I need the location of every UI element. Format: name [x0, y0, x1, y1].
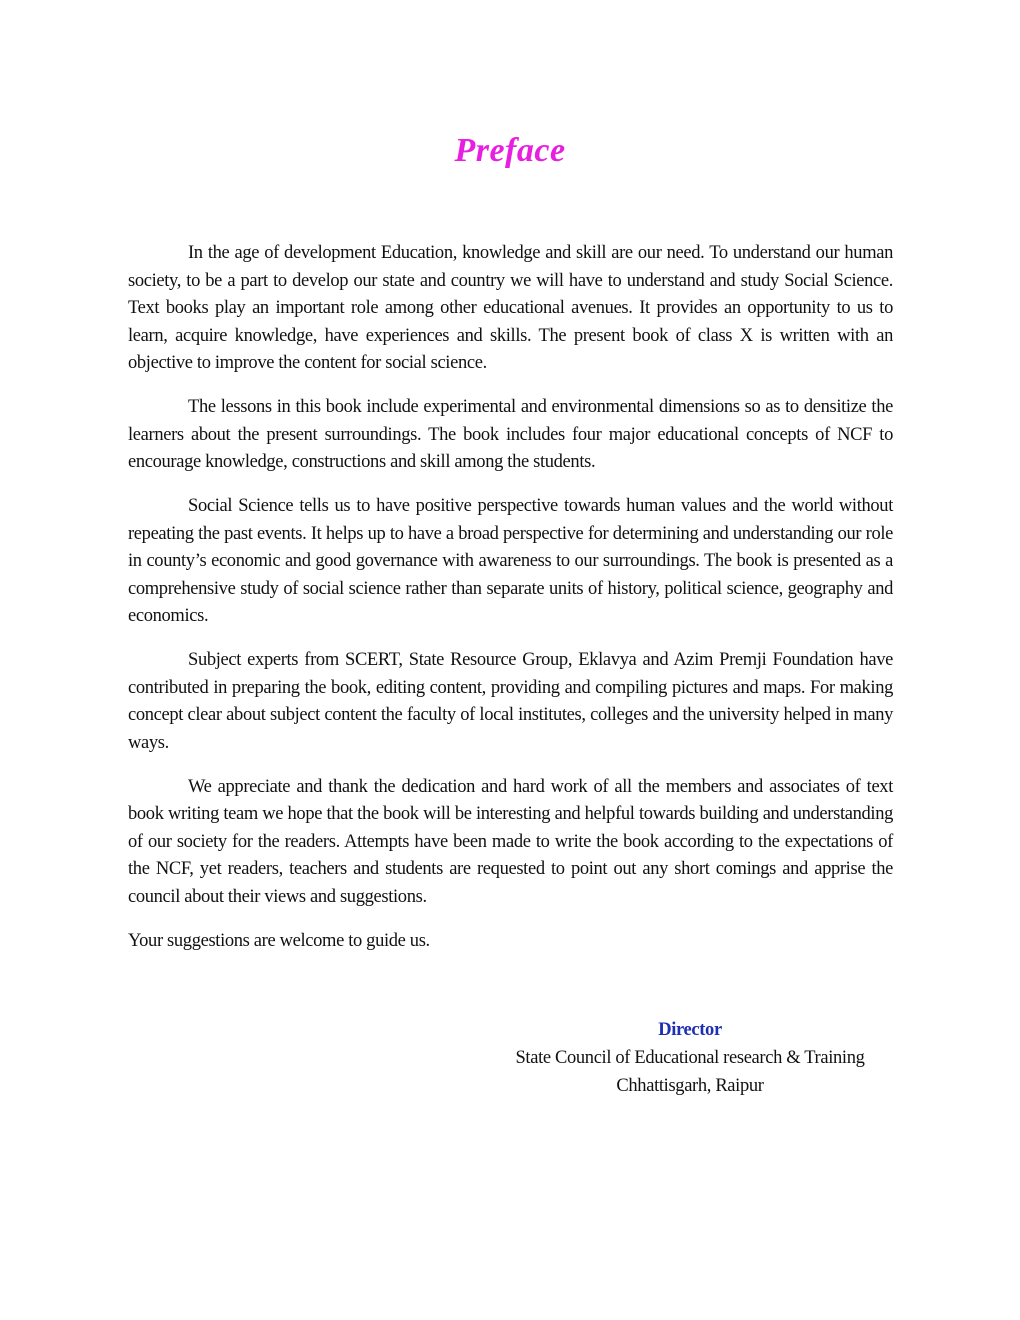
signature-location: Chhattisgarh, Raipur [616, 1076, 764, 1096]
paragraph-2: The lessons in this book include experimental and environmental dimensions so as to densitize the learners about the present surroundings. The book includes four major educational concepts of NCF to encourage knowledge, constructions and skill among the students. [128, 397, 893, 472]
closing-line: Your suggestions are welcome to guide us. [128, 930, 430, 951]
preface-body [128, 240, 893, 972]
signature-block [500, 1016, 880, 1100]
page-title: Preface [454, 132, 566, 169]
paragraph-1: In the age of development Education, knowledge and skill are our need. To understand our human society, to be a part to develop our state and country we will have to understand and study Social Science. Text books play an important role among other educational avenues. It provides an opportunity to us to learn, acquire knowledge, have experiences and skills. The present book of class X is written with an objective to improve the content for social science. [128, 243, 893, 373]
signature-organization: State Council of Educational research & Training [515, 1048, 865, 1068]
paragraph-5: We appreciate and thank the dedication and hard work of all the members and associates of text book writing team we hope that the book will be interesting and helpful towards building and understanding of our society for the readers. Attempts have been made to write the book according to the expectations of the NCF, yet readers, teachers and students are requested to point out any short comings and apprise the council about their views and suggestions. [128, 776, 893, 907]
signature-title: Director [658, 1020, 722, 1040]
paragraph-3: Social Science tells us to have positive perspective towards human values and the world without repeating the past events. It helps up to have a broad perspective for determining and understanding our role in county’s economic and good governance with awareness to our surroundings. The book is presented as a comprehensive study of social science rather than separate units of history, political science, geography and economics. [128, 496, 893, 626]
paragraph-4: Subject experts from SCERT, State Resource Group, Eklavya and Azim Premji Foundation have contributed in preparing the book, editing content, providing and compiling pictures and maps. For making concept clear about subject content the faculty of local institutes, colleges and the university helped in many ways. [128, 650, 893, 753]
